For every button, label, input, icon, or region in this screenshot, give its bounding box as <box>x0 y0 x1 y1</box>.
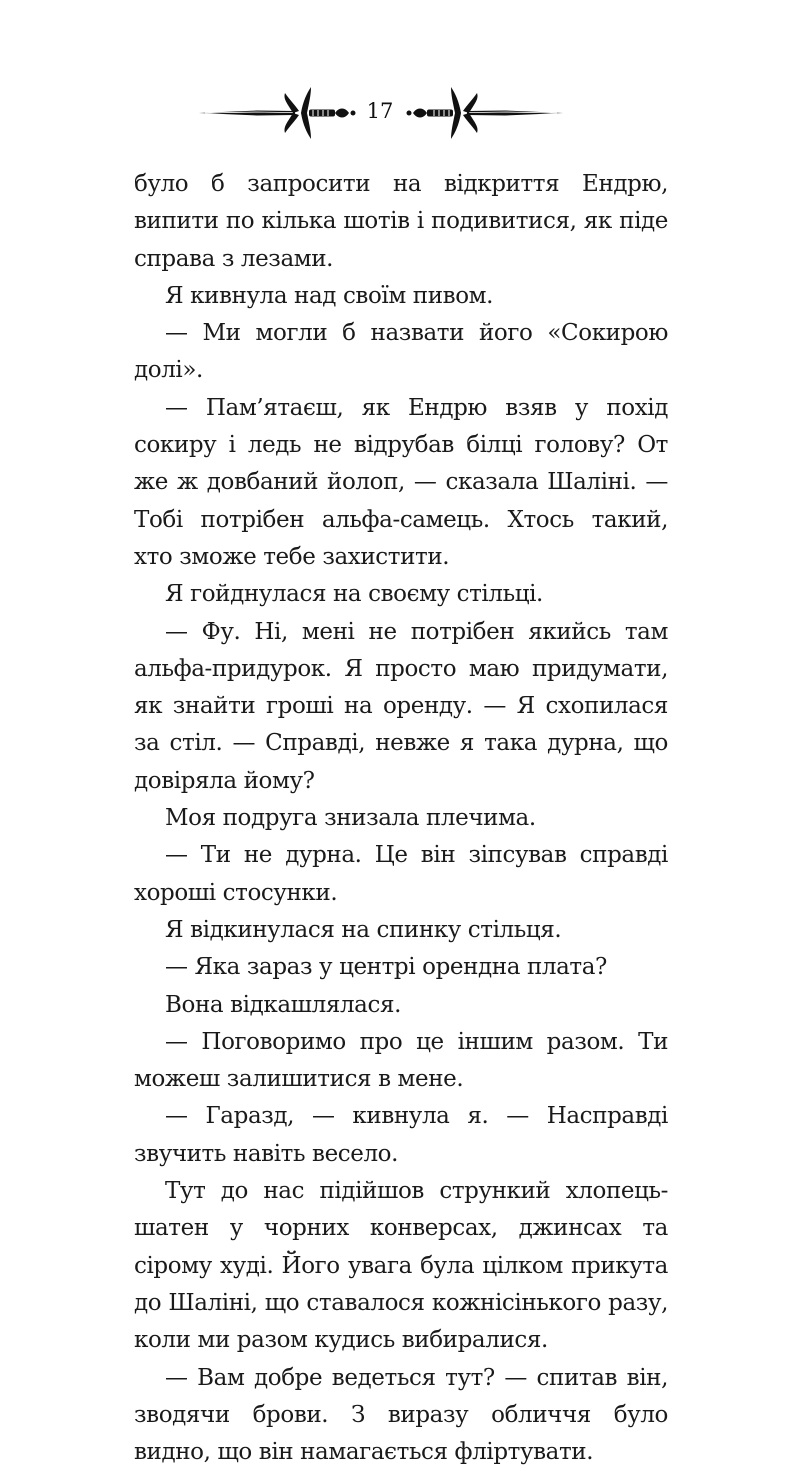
page-number: 17 <box>360 99 400 123</box>
paragraph: — Фу. Ні, мені не потрібен якийсь там альфа-придурок. Я просто маю придумати, як знайти гроші на оренду. — Я схопилася за стіл. — Справді, невже я така дурна, що довіряла йому? <box>134 614 668 800</box>
body-text <box>134 166 668 1471</box>
paragraph: — Гаразд, — кивнула я. — Насправді звучить навіть весело. <box>134 1098 668 1173</box>
paragraph: — Яка зараз у центрі орендна плата? <box>134 949 668 986</box>
paragraph: Тут до нас підійшов стрункий хлопець-шатен у чорних конверсах, джинсах та сірому худі. Його увага була цілком прикута до Шаліні, що ставалося кожнісінького разу, коли ми разом кудись вибиралися. <box>134 1173 668 1359</box>
paragraph: — Ти не дурна. Це він зіпсував справді хороші стосунки. <box>134 837 668 912</box>
paragraph: Вона відкашлялася. <box>134 987 668 1024</box>
paragraph: — Вам добре ведеться тут? — спитав він, зводячи брови. З виразу обличчя було видно, що він намагається фліртувати. <box>134 1360 668 1471</box>
paragraph: — Поговоримо про це іншим разом. Ти можеш залишитися в мене. <box>134 1024 668 1099</box>
paragraph: Я кивнула над своїм пивом. <box>134 278 668 315</box>
sword-ornament-icon <box>197 85 357 141</box>
paragraph: Я відкинулася на спинку стільця. <box>134 912 668 949</box>
page-header <box>0 82 800 142</box>
sword-ornament-icon <box>405 85 565 141</box>
paragraph: Моя подруга знизала плечима. <box>134 800 668 837</box>
paragraph-continued: було б запросити на відкриття Ендрю, випити по кілька шотів і подивитися, як піде справа з лезами. <box>134 166 668 278</box>
paragraph: — Ми могли б назвати його «Сокирою долі». <box>134 315 668 390</box>
paragraph: Я гойднулася на своєму стільці. <box>134 576 668 613</box>
paragraph: — Пам’ятаєш, як Ендрю взяв у похід сокиру і ледь не відрубав білці голову? От же ж довбаний йолоп, — сказала Шаліні. — Тобі потрібен альфа-самець. Хтось такий, хто зможе тебе захистити. <box>134 390 668 576</box>
